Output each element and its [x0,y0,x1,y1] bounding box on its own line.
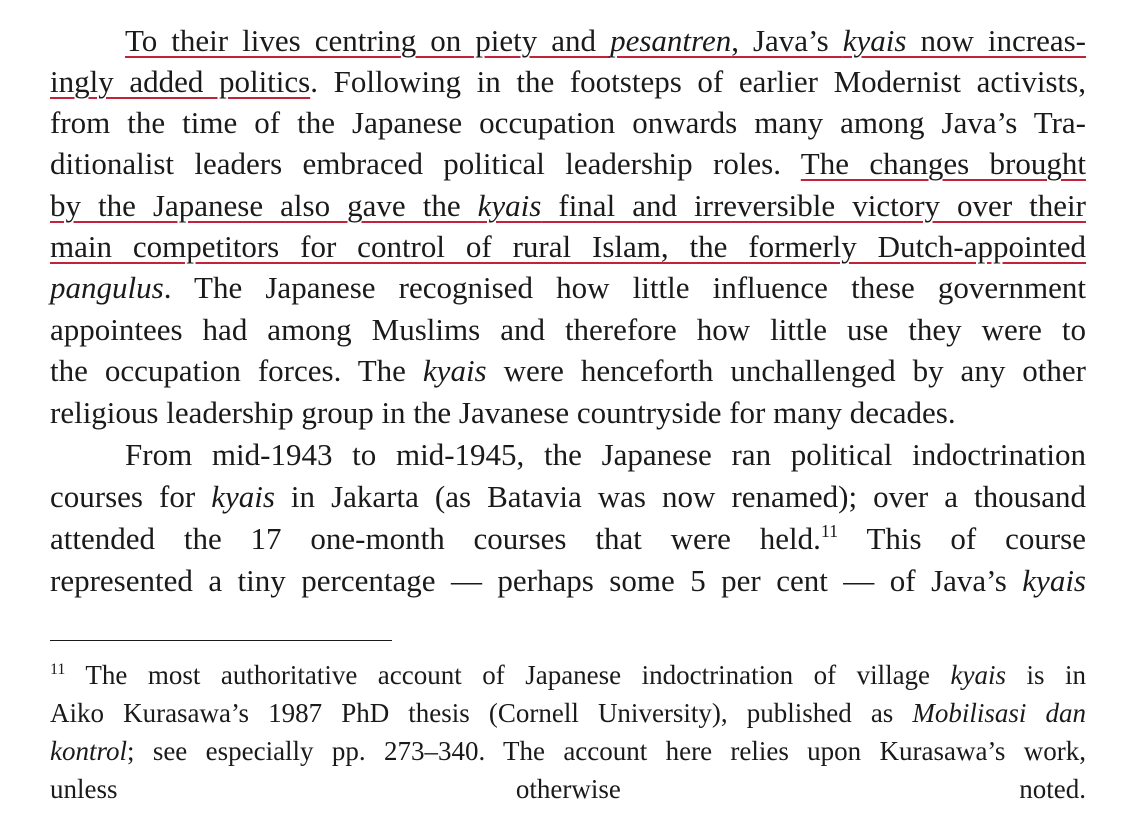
body-line: From mid-1943 to mid-1945, the Japanese ran political indoctrination [125,437,1086,472]
body-line: religious leadership group in the Javanese countryside for many decades. [50,395,956,430]
footnote-line: Aiko Kurasawa’s 1987 PhD thesis (Cornell University), published as Mobilisasi dan [50,698,1086,728]
body-line: appointees had among Muslims and therefore how little use they were to [50,312,1086,347]
body-line: ditionalist leaders embraced political leadership roles. The changes brought [50,146,1086,181]
body-line: the occupation forces. The kyais were henceforth unchallenged by any other [50,353,1086,388]
footnote-line: $^{11}$ The most authoritative account of Japanese indoctrination of village kyais is in [50,660,1086,690]
body-line: from the time of the Japanese occupation onwards many among Java’s Tra- [50,105,1086,140]
footnote-divider [50,640,392,641]
body-line [50,185,1086,226]
body-line: attended the 17 one-month courses that were held.$^{11}$ This of course [50,521,1086,556]
footnote-line: kontrol; see especially pp. 273–340. The account here relies upon Kurasawa’s work, [50,736,1086,766]
body-line: ingly added politics. Following in the footsteps of earlier Modernist activists, [50,64,1086,99]
highlighted-text: To their lives centring on piety and pesantren, Java’s kyais now increas- [125,23,1086,58]
body-line [125,20,1086,61]
body-line [50,226,1086,267]
body-line: pangulus. The Japanese recognised how little influence these government [50,270,1086,305]
footnote-reference[interactable]: 11 [820,521,839,541]
footnote-number: 11 [50,661,66,678]
highlighted-text: ingly added politics [50,64,311,99]
highlighted-text: The changes brought [800,146,1086,181]
body-line: courses for kyais in Jakarta (as Batavia was now renamed); over a thousand [50,479,1086,514]
footnote-line: unless otherwise noted. [50,774,1086,804]
body-line: represented a tiny percentage — perhaps some 5 per cent — of Java’s kyais [50,563,1086,598]
highlighted-text: main competitors for control of rural Islam, the formerly Dutch-appointed [50,229,1086,264]
highlighted-text: by the Japanese also gave the kyais final and irreversible victory over their [50,188,1086,223]
